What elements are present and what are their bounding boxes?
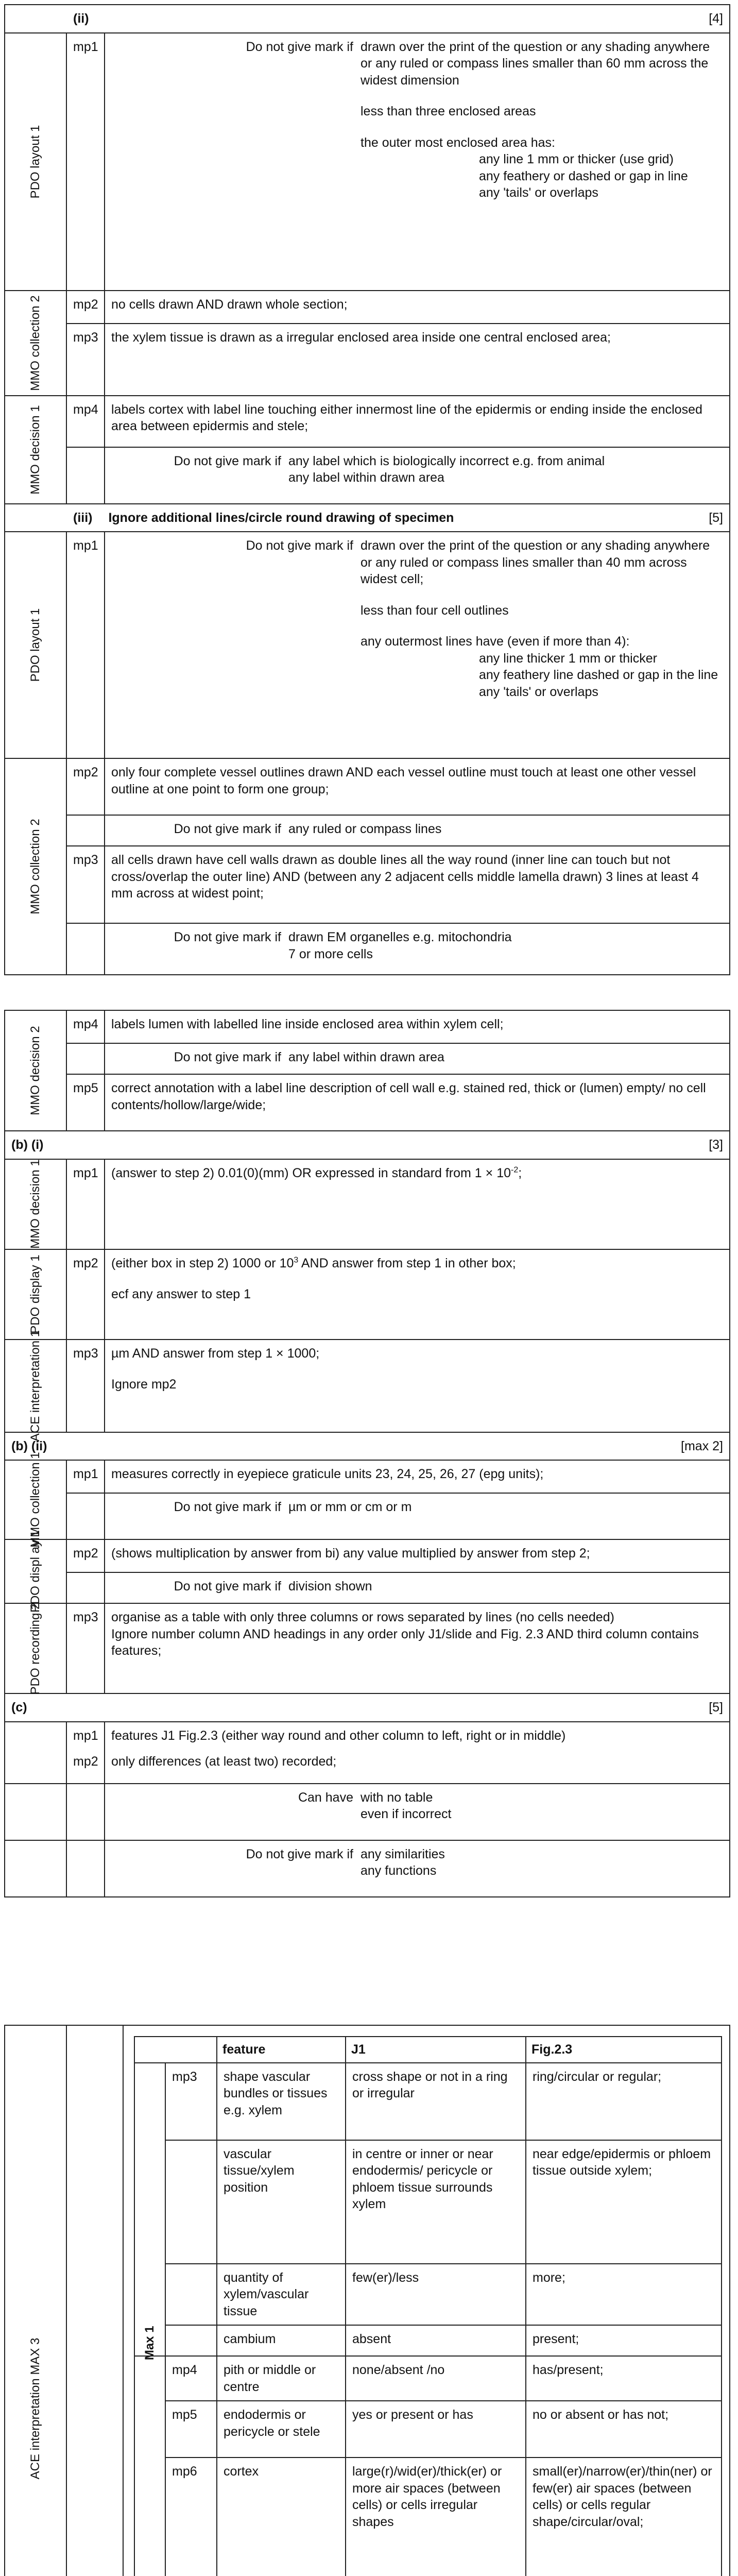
section-label: (c) [11, 1700, 27, 1715]
group-label: Max 1 [143, 2326, 157, 2361]
skill-label: PDO layout 1 [28, 608, 43, 682]
skill-label: PDO layout 1 [28, 125, 43, 198]
row-mmo-collection [5, 291, 730, 324]
skill-label: MMO decision 1 [28, 404, 43, 495]
j1-cell: yes or present or has [346, 2401, 526, 2458]
skill-label: PDO recording 2 [28, 1602, 43, 1694]
row-bi-mp2 [5, 1249, 730, 1340]
section-label: (ii) [73, 11, 89, 26]
criterion: any ruled or compass lines [288, 822, 442, 836]
mp-label: mp3 [66, 846, 105, 923]
marks-label: [max 2] [681, 1438, 723, 1453]
row-mmo-collection-iii [5, 758, 730, 815]
mp-label: mp1 [66, 33, 105, 291]
criterion: with no table [361, 1790, 433, 1805]
section-header-bii [5, 1432, 730, 1461]
skill-label: PDO display 1 [28, 1255, 43, 1334]
skill-label-cell [5, 1330, 66, 1442]
row-dngm [5, 1043, 730, 1074]
row-bi-mp3 [5, 1340, 730, 1432]
section-label: (b) (i) [11, 1138, 44, 1152]
dngm-lead: Do not give mark if [174, 930, 281, 944]
j1-cell: few(er)/less [346, 2264, 526, 2326]
row-dngm [5, 815, 730, 846]
row-mp3-iii [5, 846, 730, 923]
mp-label: mp6 [165, 2458, 217, 2576]
skill-label: MMO collection 2 [28, 819, 43, 914]
row-mp4-iii [5, 1010, 730, 1043]
skill-label-cell [5, 758, 66, 975]
feature-cell: shape vascular bundles or tissues e.g. xylem [217, 2063, 346, 2140]
criterion: features J1 Fig.2.3 (either way round and other column to left, right or in middle) [111, 1728, 566, 1743]
mp-label: mp2 [66, 291, 105, 324]
criterion: 7 or more cells [288, 946, 373, 961]
section-header-ii [5, 5, 730, 33]
group-label-cell [134, 2356, 165, 2576]
skill-label-cell [5, 1159, 66, 1249]
mp-label: mp4 [66, 396, 105, 447]
comparison-table [134, 2036, 722, 2576]
comparison-header-row [134, 2037, 722, 2063]
skill-label-cell [5, 33, 66, 291]
row-mp5-iii [5, 1074, 730, 1131]
skill-label-cell [5, 2025, 66, 2576]
skill-label-cell [5, 1452, 66, 1548]
row-mmo-collection-2 [5, 324, 730, 396]
row-dngm [5, 1572, 730, 1603]
criterion: less than four cell outlines [361, 603, 509, 618]
fig-cell: ring/circular or regular; [526, 2063, 722, 2140]
criterion: µm AND answer from step 1 × 1000; [111, 1346, 320, 1361]
row-mmo-decision-dngm [5, 447, 730, 504]
criterion: drawn over the print of the question or any shading anywhere or any ruled or compass lines smaller than 40 mm across widest cell; [361, 538, 710, 586]
criterion: any feathery or dashed or gap in line [479, 168, 688, 183]
skill-label-cell [5, 291, 66, 396]
fig-cell: no or absent or has not; [526, 2401, 722, 2458]
mp-label: mp5 [165, 2401, 217, 2458]
criterion: any label within drawn area [288, 470, 444, 485]
row-pdo-layout-iii [5, 532, 730, 758]
ignore-note: Ignore mp2 [111, 1377, 177, 1392]
feature-cell: quantity of xylem/vascular tissue [217, 2264, 346, 2326]
feature-cell: vascular tissue/xylem position [217, 2140, 346, 2264]
row-c-dngm [5, 1840, 730, 1897]
mp-label: mp2 [66, 1539, 105, 1572]
mp-label: mp1 [73, 1728, 98, 1743]
exponent: -2 [511, 1165, 519, 1175]
marks-label: [5] [709, 1700, 723, 1715]
criterion: any feathery line dashed or gap in the line [479, 668, 718, 682]
comparison-row [134, 2325, 722, 2356]
j1-cell: in centre or inner or near endodermis/ pericycle or phloem tissue surrounds xylem [346, 2140, 526, 2264]
marks-label: [5] [709, 510, 723, 525]
criterion: µm or mm or cm or m [288, 1500, 412, 1514]
comparison-row [134, 2356, 722, 2401]
criterion: any line 1 mm or thicker (use grid) [479, 152, 674, 166]
mp-label [165, 2325, 217, 2356]
criterion: drawn EM organelles e.g. mitochondria [288, 930, 512, 944]
skill-label: MMO collection 2 [28, 295, 43, 391]
mp-label: mp5 [66, 1074, 105, 1131]
criterion: labels lumen with labelled line inside enclosed area within xylem cell; [105, 1010, 730, 1043]
mp-label: mp2 [66, 758, 105, 815]
marks-label: [4] [709, 11, 723, 26]
criterion: any line thicker 1 mm or thicker [479, 651, 657, 666]
criterion: any 'tails' or overlaps [479, 684, 598, 699]
criterion: the xylem tissue is drawn as a irregular enclosed area inside one central enclosed area; [105, 324, 730, 396]
fig-cell: near edge/epidermis or phloem tissue outside xylem; [526, 2140, 722, 2264]
row-pdo-layout [5, 33, 730, 291]
mark-scheme-table-2 [4, 1010, 730, 1897]
ignore-note: Ignore additional lines/circle round drawing of specimen [108, 510, 454, 525]
exponent: 3 [294, 1256, 299, 1265]
criterion: no cells drawn AND drawn whole section; [105, 291, 730, 324]
fig-cell: has/present; [526, 2356, 722, 2401]
dngm-lead: Do not give mark if [174, 1579, 281, 1594]
mp-label: mp1 [66, 532, 105, 758]
can-have-lead: Can have [298, 1790, 353, 1805]
feature-cell: cambium [217, 2325, 346, 2356]
fig-cell: present; [526, 2325, 722, 2356]
dngm-lead: Do not give mark if [246, 39, 353, 54]
criterion: only four complete vessel outlines drawn AND each vessel outline must touch at least one other vessel outline at one point to form one group; [105, 758, 730, 815]
mp-label: mp3 [66, 1340, 105, 1432]
group-label-cell [134, 2063, 165, 2361]
skill-label: ACE interpretation MAX 3 [28, 2337, 43, 2480]
criterion: labels cortex with label line touching either innermost line of the epidermis or ending inside the enclosed area between epidermis and stele; [105, 396, 730, 447]
comparison-row [134, 2401, 722, 2458]
skill-label-cell [5, 532, 66, 758]
skill-label: ACE interpretation 1 [28, 1330, 43, 1442]
mp-label [165, 2140, 217, 2264]
dngm-lead: Do not give mark if [246, 1846, 353, 1861]
section-label: (b) (ii) [11, 1438, 47, 1453]
criterion: the outer most enclosed area has: [361, 135, 556, 150]
skill-label: PDO displ ay 1 [28, 1530, 43, 1613]
row-dngm [5, 923, 730, 975]
dngm-lead: Do not give mark if [246, 538, 353, 553]
dngm-lead: Do not give mark if [174, 453, 281, 468]
criterion: any similarities [361, 1846, 445, 1861]
section-header-bi [5, 1131, 730, 1159]
section-header-iii [5, 504, 730, 532]
row-c-mp1-mp2 [5, 1722, 730, 1784]
criterion: only differences (at least two) recorded; [111, 1754, 337, 1769]
criterion: (shows multiplication by answer from bi) any value multiplied by answer from step 2; [105, 1539, 730, 1572]
criterion: any 'tails' or overlaps [479, 185, 598, 200]
skill-label-cell [5, 1249, 66, 1340]
criterion: any label within drawn area [288, 1050, 444, 1064]
fig-cell: more; [526, 2264, 722, 2326]
criterion: organise as a table with only three columns or rows separated by lines (no cells needed) [111, 1610, 614, 1624]
criterion: AND answer from step 1 in other box; [301, 1256, 516, 1270]
section-label: (iii) [73, 510, 93, 525]
skill-label: MMO decision 1 [28, 1159, 43, 1249]
mp-label: mp2 [73, 1754, 98, 1769]
dngm-lead: Do not give mark if [174, 1500, 281, 1514]
row-bii-mp1 [5, 1460, 730, 1493]
row-bii-mp3 [5, 1603, 730, 1693]
fig-cell: small(er)/narrow(er)/thin(ner) or few(er) air spaces (between cells) or cells regular shape/circular/oval; [526, 2458, 722, 2576]
criterion: less than three enclosed areas [361, 104, 536, 118]
row-dngm [5, 1493, 730, 1539]
comparison-row [134, 2140, 722, 2264]
criterion: (answer to step 2) 0.01(0)(mm) OR expressed in standard from 1 × 10 [111, 1165, 511, 1180]
comparison-outer-table [4, 2025, 730, 2576]
dngm-lead: Do not give mark if [174, 1050, 281, 1064]
comparison-row [134, 2458, 722, 2576]
mp-label [165, 2264, 217, 2326]
skill-label-cell [5, 1010, 66, 1131]
mp-label: mp3 [66, 324, 105, 396]
mp-label: mp3 [66, 1603, 105, 1693]
marks-label: [3] [709, 1138, 723, 1152]
criterion: all cells drawn have cell walls drawn as double lines all the way round (inner line can touch but not cross/overlap the outer line) AND (between any 2 adjacent cells middle lamella drawn) 3 lines at least 4 mm across at widest point; [105, 846, 730, 923]
j1-cell: cross shape or not in a ring or irregular [346, 2063, 526, 2140]
mp-label: mp3 [165, 2063, 217, 2140]
mp-label: mp2 [66, 1249, 105, 1340]
row-mmo-decision [5, 396, 730, 447]
dngm-lead: Do not give mark if [174, 822, 281, 836]
mp-label: mp4 [66, 1010, 105, 1043]
blank-cell [134, 2037, 217, 2063]
feature-cell: pith or middle or centre [217, 2356, 346, 2401]
row-c-can-have [5, 1784, 730, 1840]
skill-label: MMO decision 2 [28, 1026, 43, 1115]
mp-label: mp1 [66, 1460, 105, 1493]
j1-cell: large(r)/wid(er)/thick(er) or more air spaces (between cells) or cells irregular shapes [346, 2458, 526, 2576]
mp-label: mp1 [66, 1159, 105, 1249]
criterion: division shown [288, 1579, 372, 1594]
skill-label-cell [5, 1603, 66, 1693]
comparison-row [134, 2063, 722, 2140]
column-header: feature [217, 2037, 346, 2063]
criterion: even if incorrect [361, 1807, 452, 1821]
criterion: any label which is biologically incorrect e.g. from animal [288, 453, 605, 468]
criterion: (either box in step 2) 1000 or 10 [111, 1256, 294, 1270]
feature-cell: endodermis or pericycle or stele [217, 2401, 346, 2458]
mp-label: mp4 [165, 2356, 217, 2401]
criterion: any outermost lines have (even if more than 4): [361, 634, 630, 649]
mark-scheme-table-1 [4, 4, 730, 975]
row-bii-mp2 [5, 1539, 730, 1572]
section-header-c [5, 1693, 730, 1722]
skill-label-cell [5, 396, 66, 504]
ecf-note: ecf any answer to step 1 [111, 1287, 251, 1301]
criterion: measures correctly in eyepiece graticule units 23, 24, 25, 26, 27 (epg units); [105, 1460, 730, 1493]
skill-label-cell [5, 1530, 66, 1613]
row-bi-mp1: MMO decision 1 mp1 (answer to step 2) 0.01(0)(mm) OR expressed in standard from $1 \times 10^{-2}$; [5, 1159, 730, 1249]
j1-cell: absent [346, 2325, 526, 2356]
column-header: J1 [346, 2037, 526, 2063]
ignore-note: Ignore number column AND headings in any order only J1/slide and Fig. 2.3 AND third column contains features; [111, 1626, 699, 1658]
column-header: Fig.2.3 [526, 2037, 722, 2063]
criterion: any functions [361, 1863, 437, 1878]
criterion: correct annotation with a label line description of cell wall e.g. stained red, thick or (lumen) empty/ no cell contents/hollow/large/wide; [105, 1074, 730, 1131]
skill-label: MMO collection 1 [28, 1452, 43, 1548]
feature-cell: cortex [217, 2458, 346, 2576]
criterion: drawn over the print of the question or any shading anywhere or any ruled or compass lines smaller than 60 mm across the widest dimension [361, 39, 710, 88]
j1-cell: none/absent /no [346, 2356, 526, 2401]
comparison-row [134, 2264, 722, 2326]
